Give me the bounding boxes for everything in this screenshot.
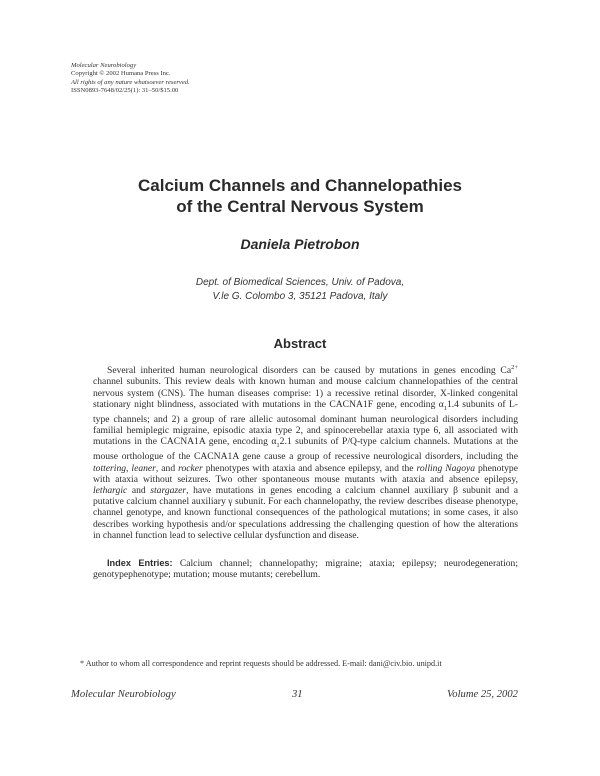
affiliation bbox=[0, 276, 600, 304]
paper-title bbox=[0, 175, 600, 217]
journal-metadata bbox=[71, 62, 190, 96]
page-number: 31 bbox=[292, 689, 303, 700]
title-line-1: Calcium Channels and Channelopathies bbox=[137, 176, 462, 195]
footer-volume: Volume 25, 2002 bbox=[447, 689, 518, 700]
index-entries-label: Index Entries: bbox=[107, 558, 173, 568]
footer-journal: Molecular Neurobiology bbox=[71, 689, 176, 700]
affiliation-line-2: V.le G. Colombo 3, 35121 Padova, Italy bbox=[212, 291, 388, 302]
author-name: Daniela Pietrobon bbox=[240, 236, 360, 252]
index-entries-text: Calcium channel; channelopathy; migraine; ataxia; epilepsy; neurodegeneration; genotypephenotype; mutation; mouse mutants; cerebellum. bbox=[93, 558, 518, 581]
journal-name: Molecular Neurobiology bbox=[71, 62, 137, 69]
rights-line: All rights of any nature whatsoever reserved. bbox=[71, 78, 190, 86]
correspondence-footnote: * Author to whom all correspondence and reprint requests should be addressed. E-mail: dani@civ.bio. unipd.it bbox=[80, 659, 442, 668]
issn-line: ISSN0893-7648/02/25(1): 31–50/$15.00 bbox=[71, 87, 179, 95]
affiliation-line-1: Dept. of Biomedical Sciences, Univ. of Padova, bbox=[195, 277, 405, 288]
abstract-heading: Abstract bbox=[273, 336, 327, 351]
abstract-paragraph: Several inherited human neurological disorders can be caused by mutations in genes encoding $Ca^{2+}$ channel subunits. This review deals with known human and mouse calcium channelopathies of the central nervous system (CNS). The human diseases comprise: 1) a recessive retinal disorder, X-linked congenital stationary night blindness, associated with mutations in the CACNA1F gene, encoding $\alpha_11.4$ subunits of L-type channels; and 2) a group of rare allelic autosomal dominant human neurological disorders including familial hemiplegic migraine, episodic ataxia type 2, and spinocerebellar ataxia type 6, all associated with mutations in the CACNA1A gene, encoding $\alpha_12.1$ subunits of P/Q-type calcium channels. Mutations at the mouse orthologue of the CACNA1A gene cause a group of recessive neurological disorders, including the tottering, leaner, and rocker phenotypes with ataxia and absence epilepsy, and the rolling Nagoya phenotype with ataxia without seizures. Two other spontaneous mouse mutants with ataxia and absence epilepsy, lethargic and stargazer, have mutations in genes encoding a calcium channel auxiliary β subunit and a putative calcium channel auxiliary γ subunit. For each channelopathy, the review describes disease phenotype, channel genotype, and known functional consequences of the pathological mutations; in some cases, it also describes working hypothesis and/or speculations addressing the challenging question of how the alterations in channel function lead to selective cellular dysfunction and disease. bbox=[93, 364, 518, 541]
index-entries bbox=[93, 558, 518, 580]
abstract-body bbox=[93, 362, 518, 541]
copyright-line: Copyright © 2002 Humana Press Inc. bbox=[71, 70, 171, 78]
title-line-2: of the Central Nervous System bbox=[176, 197, 424, 216]
